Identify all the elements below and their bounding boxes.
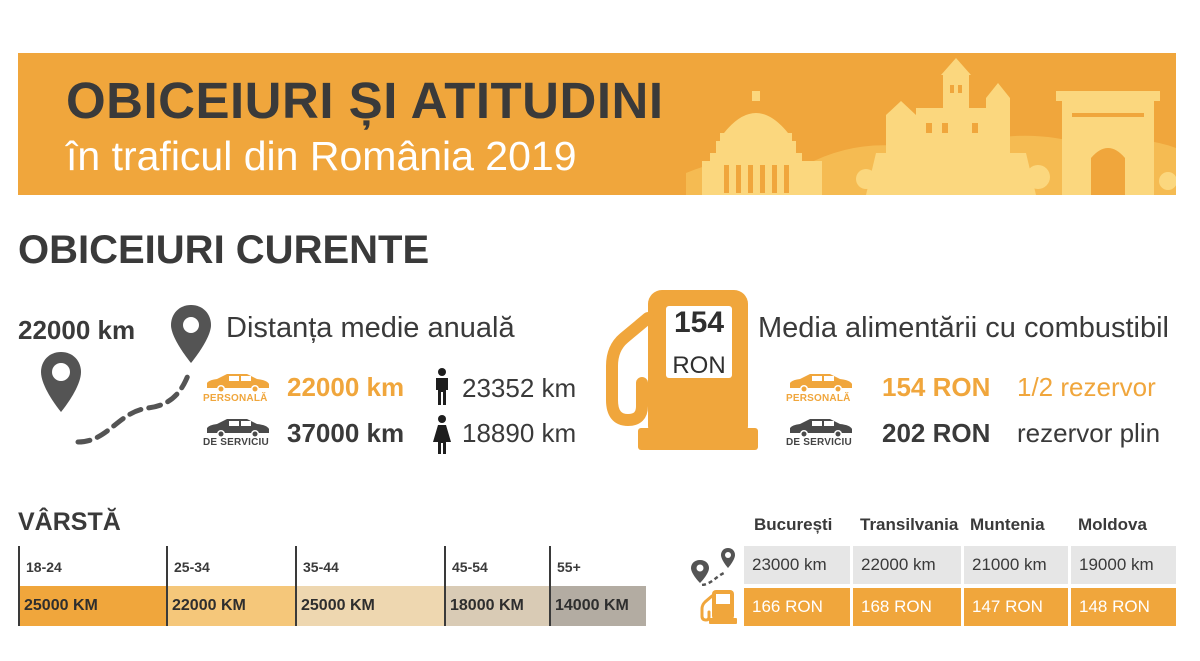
header-banner xyxy=(18,53,1176,195)
region-ron-cell: 166 RON xyxy=(744,588,850,626)
region-header-transilvania: Transilvania xyxy=(860,515,959,534)
region-km-cell: 23000 km xyxy=(744,546,850,584)
fuel-average-label: Media alimentării cu combustibil xyxy=(758,312,1169,344)
route-icon xyxy=(688,546,740,586)
personal-km-value: 22000 km xyxy=(287,372,405,402)
region-header-moldova: Moldova xyxy=(1078,515,1147,534)
personal-car-icon xyxy=(205,372,271,394)
age-range-label: 18-24 xyxy=(18,546,166,586)
age-group-column xyxy=(295,546,444,626)
fuel-personal-ron: 154 RON xyxy=(882,372,991,402)
annual-distance-value: 22000 km xyxy=(18,315,136,345)
region-km-cell: 19000 km xyxy=(1071,546,1176,584)
age-group-column xyxy=(166,546,295,626)
region-header-muntenia: Muntenia xyxy=(970,515,1045,534)
banner-subtitle: în traficul din România 2019 xyxy=(66,133,577,179)
service-car-label: DE SERVICIU xyxy=(203,437,269,448)
age-km-value: 25000 KM xyxy=(18,586,166,626)
age-group-column xyxy=(18,546,166,626)
service-km-value: 37000 km xyxy=(287,418,405,448)
fuel-service-note: rezervor plin xyxy=(1017,418,1161,448)
route-icon xyxy=(38,350,198,450)
fuel-pump-value: 154 xyxy=(673,306,725,339)
age-group-column xyxy=(444,546,549,626)
age-range-label: 55+ xyxy=(549,546,646,586)
region-ron-cell: 148 RON xyxy=(1071,588,1176,626)
city-skyline-illustration xyxy=(686,53,1176,195)
male-km-value: 23352 km xyxy=(462,373,577,403)
age-range-label: 25-34 xyxy=(166,546,295,586)
region-km-cell: 21000 km xyxy=(964,546,1068,584)
fuel-service-label: DE SERVICIU xyxy=(786,437,852,448)
fuel-pump-unit: RON xyxy=(672,352,726,379)
female-icon xyxy=(432,415,452,455)
fuel-personal-car-icon xyxy=(788,372,854,394)
age-section-title: VÂRSTĂ xyxy=(18,508,121,536)
female-km-value: 18890 km xyxy=(462,418,577,448)
personal-car-label: PERSONALĂ xyxy=(203,393,268,404)
region-km-cell: 22000 km xyxy=(853,546,961,584)
service-car-icon xyxy=(205,417,271,439)
age-km-value: 25000 KM xyxy=(295,586,444,626)
fuel-personal-label: PERSONALĂ xyxy=(786,393,851,404)
age-km-value: 18000 KM xyxy=(444,586,549,626)
annual-distance-label: Distanța medie anuală xyxy=(226,312,515,344)
age-group-column xyxy=(549,546,646,626)
male-icon xyxy=(433,368,451,406)
age-range-label: 45-54 xyxy=(444,546,549,586)
age-km-value: 22000 KM xyxy=(166,586,295,626)
region-header-bucuresti: București xyxy=(754,515,833,534)
fuel-service-ron: 202 RON xyxy=(882,418,991,448)
fuel-service-car-icon xyxy=(788,417,854,439)
fuel-personal-note: 1/2 rezervor xyxy=(1017,372,1156,402)
age-range-label: 35-44 xyxy=(295,546,444,586)
fuel-pump-icon xyxy=(698,586,740,628)
section-title: OBICEIURI CURENTE xyxy=(18,228,430,272)
region-ron-cell: 168 RON xyxy=(853,588,961,626)
banner-title: OBICEIURI ȘI ATITUDINI xyxy=(66,72,664,129)
age-km-value: 14000 KM xyxy=(549,586,646,626)
region-ron-cell: 147 RON xyxy=(964,588,1068,626)
